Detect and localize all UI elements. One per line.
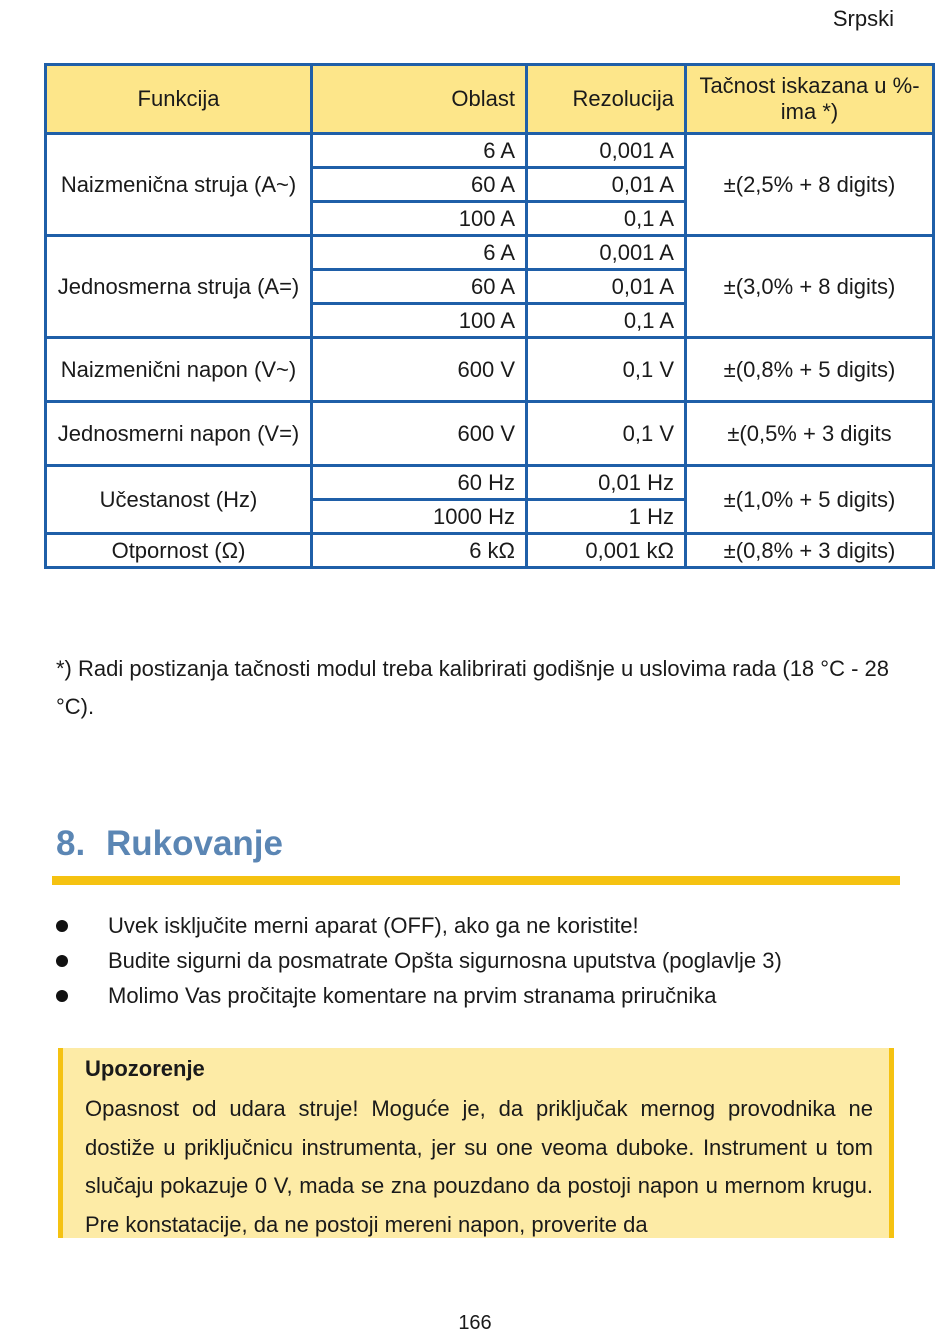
- header-accuracy: Tačnost iskazana u %-ima *): [686, 65, 934, 134]
- resolution-cell: 0,01 A: [527, 270, 686, 304]
- table-row: [46, 466, 934, 500]
- table-header-row: [46, 65, 934, 134]
- function-cell: Otpornost (Ω): [46, 534, 312, 568]
- range-cell: 6 A: [312, 134, 527, 168]
- list-item-text: Uvek isključite merni aparat (OFF), ako ga ne koristite!: [108, 913, 639, 938]
- range-cell: 100 A: [312, 304, 527, 338]
- table-row: [46, 534, 934, 568]
- range-cell: 60 A: [312, 270, 527, 304]
- list-item: [56, 978, 782, 1013]
- accuracy-cell: ±(0,8% + 5 digits): [686, 338, 934, 402]
- resolution-cell: 0,1 A: [527, 202, 686, 236]
- range-cell: 100 A: [312, 202, 527, 236]
- function-cell: Jednosmerni napon (V=): [46, 402, 312, 466]
- header-range: Oblast: [312, 65, 527, 134]
- resolution-cell: 0,001 A: [527, 236, 686, 270]
- warning-title: Upozorenje: [85, 1056, 205, 1081]
- warning-box: [58, 1048, 894, 1238]
- range-cell: 600 V: [312, 402, 527, 466]
- specification-table: [44, 63, 935, 569]
- accuracy-cell: ±(0,8% + 3 digits): [686, 534, 934, 568]
- function-cell: Naizmenična struja (A~): [46, 134, 312, 236]
- accuracy-cell: ±(0,5% + 3 digits: [686, 402, 934, 466]
- function-cell: Jednosmerna struja (A=): [46, 236, 312, 338]
- list-item-text: Molimo Vas pročitajte komentare na prvim stranama priručnika: [108, 983, 717, 1008]
- accuracy-cell: ±(2,5% + 8 digits): [686, 134, 934, 236]
- list-item: [56, 908, 782, 943]
- table-footnote: *) Radi postizanja tačnosti modul treba kalibrirati godišnje u uslovima rada (18 °C - 28 °C).: [56, 656, 889, 719]
- list-item: [56, 943, 782, 978]
- resolution-cell: 0,01 Hz: [527, 466, 686, 500]
- header-resolution: Rezolucija: [527, 65, 686, 134]
- table-row: [46, 134, 934, 168]
- header-function: Funkcija: [46, 65, 312, 134]
- accuracy-cell: ±(3,0% + 8 digits): [686, 236, 934, 338]
- range-cell: 6 A: [312, 236, 527, 270]
- heading-underline: [52, 876, 900, 885]
- warning-text: Opasnost od udara struje! Moguće je, da priključak mernog provodnika ne dostiže u priključnicu instrumenta, jer su one veoma duboke. Instrument u tom slučaju pokazuje 0 V, mada se zna pouzdano da postoji napon u mernom krugu. Pre konstatacije, da ne postoji mereni napon, proverite da: [85, 1096, 873, 1237]
- instruction-list: [56, 908, 782, 1013]
- function-cell: Učestanost (Hz): [46, 466, 312, 534]
- resolution-cell: 0,1 V: [527, 402, 686, 466]
- resolution-cell: 0,001 kΩ: [527, 534, 686, 568]
- section-title: Rukovanje: [106, 824, 283, 863]
- table-row: [46, 402, 934, 466]
- bullet-icon: [56, 955, 68, 967]
- range-cell: 6 kΩ: [312, 534, 527, 568]
- range-cell: 60 Hz: [312, 466, 527, 500]
- section-number: 8.: [56, 824, 86, 863]
- table-body: [46, 134, 934, 568]
- table-row: [46, 338, 934, 402]
- range-cell: 600 V: [312, 338, 527, 402]
- range-cell: 1000 Hz: [312, 500, 527, 534]
- range-cell: 60 A: [312, 168, 527, 202]
- resolution-cell: 0,1 A: [527, 304, 686, 338]
- bullet-icon: [56, 990, 68, 1002]
- table-row: [46, 236, 934, 270]
- resolution-cell: 1 Hz: [527, 500, 686, 534]
- resolution-cell: 0,1 V: [527, 338, 686, 402]
- page-number: 166: [458, 1312, 492, 1334]
- section-heading: [56, 824, 283, 864]
- accuracy-cell: ±(1,0% + 5 digits): [686, 466, 934, 534]
- resolution-cell: 0,01 A: [527, 168, 686, 202]
- function-cell: Naizmenični napon (V~): [46, 338, 312, 402]
- language-label: Srpski: [832, 6, 894, 31]
- list-item-text: Budite sigurni da posmatrate Opšta sigurnosna uputstva (poglavlje 3): [108, 948, 782, 973]
- resolution-cell: 0,001 A: [527, 134, 686, 168]
- bullet-icon: [56, 920, 68, 932]
